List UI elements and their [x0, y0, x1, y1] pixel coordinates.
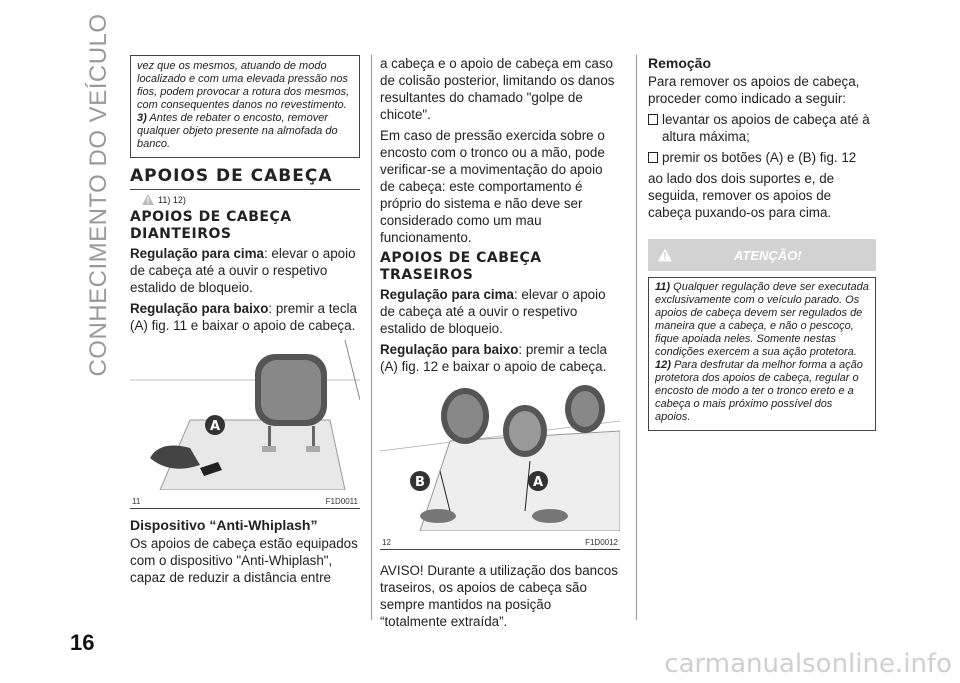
paragraph: Regulação para cima: elevar o apoio de cabeça até a ouvir o respetivo estalido de bloqueio. — [130, 246, 356, 295]
section-side-title: CONHECIMENTO DO VEÍCULO — [85, 13, 112, 377]
list-item: premir os botões (A) e (B) fig. 12 — [648, 149, 876, 166]
note-text: Antes de rebater o encosto, remover qualquer objeto presente na almofada do banco. — [137, 112, 338, 150]
warning-triangle-icon — [658, 248, 672, 262]
svg-text:A: A — [209, 419, 221, 434]
figure-number: 11 — [132, 497, 141, 506]
continued-note-box — [130, 55, 360, 158]
note-text: vez que os mesmos, atuando de modo localizado e com uma elevada pressão nos fios, podem provocar a rotura dos mesmos, com consequentes danos no revestimento. — [137, 60, 350, 111]
column-divider — [371, 55, 372, 620]
figure-12 — [380, 381, 620, 550]
rear-headrest-illustration — [380, 381, 620, 531]
subsection-heading: APOIOS DE CABEÇA DIANTEIROS — [130, 209, 292, 242]
checkbox-bullet-icon — [648, 114, 658, 125]
checkbox-bullet-icon — [648, 152, 658, 163]
subsection-heading: APOIOS DE CABEÇA TRASEIROS — [380, 250, 542, 283]
column-2 — [380, 55, 620, 634]
paragraph: Regulação para cima: elevar o apoio de cabeça até a ouvir o respetivo estalido de bloqueio. — [380, 287, 606, 336]
column-3 — [648, 55, 876, 431]
warning-triangle-icon — [142, 194, 154, 205]
warning-number: 11) — [655, 281, 671, 293]
attention-banner: ATENÇÃO! — [648, 239, 876, 271]
paragraph: Os apoios de cabeça estão equipados com o dispositivo "Anti-Whiplash", capaz de reduzir a distância entre — [130, 536, 358, 585]
column-divider — [636, 55, 637, 620]
figure-number: 12 — [382, 538, 391, 547]
attention-box: 11) Qualquer regulação deve ser executada exclusivamente com o veículo parado. Os apoios de cabeça devem ser regulados de maneira que a cabeça, e não o pescoço, fique apoiada neles. Somente nestas condições exercem a sua ação protetora. 12) Para desfrutar da melhor forma a ação protetora dos apoios de cabeça, regular o encosto de modo a ter o tronco ereto e a cabeça o mais próximo possível dos apoios. — [648, 277, 876, 431]
paragraph: Regulação para baixo: premir a tecla (A) fig. 11 e baixar o apoio de cabeça. — [130, 301, 357, 333]
paragraph: Regulação para baixo: premir a tecla (A) fig. 12 e baixar o apoio de cabeça. — [380, 342, 607, 374]
figure-code: F1D0012 — [585, 538, 618, 547]
subsection-heading: Remoção — [648, 55, 712, 71]
paragraph: ao lado dos dois suportes e, de seguida, remover os apoios de cabeça puxando-os para cima. — [648, 171, 835, 220]
paragraph: Para remover os apoios de cabeça, proceder como indicado a seguir: — [648, 74, 860, 106]
figure-11 — [130, 340, 360, 509]
subsection-heading: Dispositivo “Anti-Whiplash” — [130, 517, 318, 533]
page-number: 16 — [70, 630, 95, 655]
svg-text:B: B — [415, 475, 425, 490]
warning-number: 12) — [655, 359, 671, 371]
front-headrest-illustration — [130, 340, 360, 490]
list-item: levantar os apoios de cabeça até à altura máxima; — [648, 111, 876, 145]
paragraph: Em caso de pressão exercida sobre o encosto com o tronco ou a mão, pode verificar-se a movimentação do apoio de cabeça: este comportamento é próprio do sistema e não deve ser considerado como um mau funcionamento. — [380, 128, 605, 245]
paragraph: AVISO! Durante a utilização dos bancos traseiros, os apoios de cabeça são sempre mantidos na posição “totalmente extraída”. — [380, 563, 618, 629]
figure-code: F1D0011 — [325, 497, 358, 506]
note-number: 3) — [137, 112, 147, 124]
warning-refs: 11) 12) — [142, 194, 360, 205]
paragraph: a cabeça e o apoio de cabeça em caso de colisão posterior, limitando os danos resultantes do chamado "golpe de chicote". — [380, 56, 615, 122]
section-heading: APOIOS DE CABEÇA — [130, 166, 360, 190]
watermark: carmanualsonline.info — [664, 649, 952, 679]
column-1 — [130, 55, 360, 590]
svg-text:A: A — [532, 475, 544, 490]
